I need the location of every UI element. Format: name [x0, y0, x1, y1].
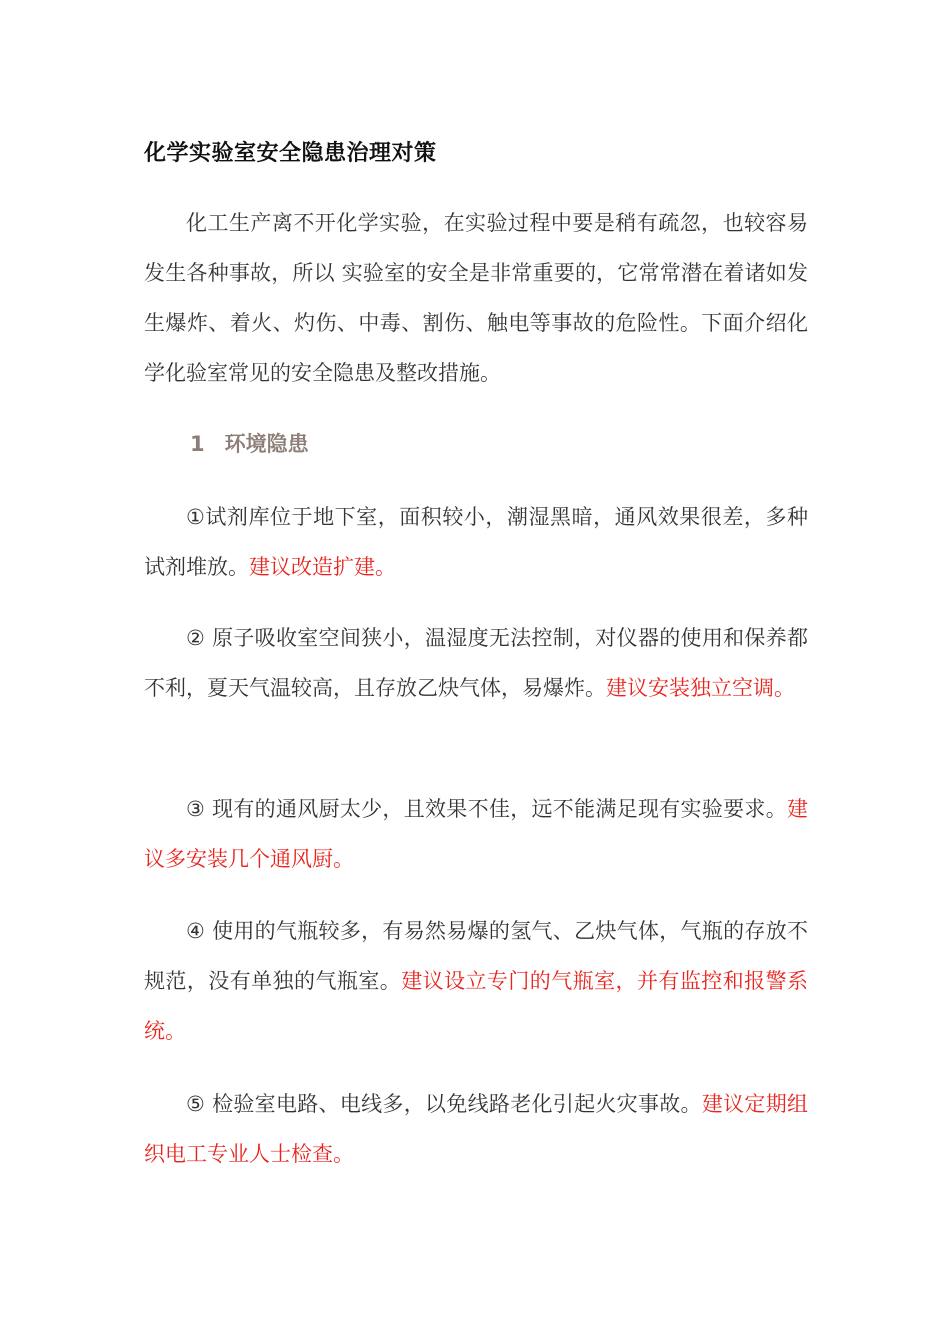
section-number: 1 [190, 432, 205, 456]
list-item [144, 906, 808, 1056]
item-suggestion: 建议安装独立空调。 [606, 676, 795, 700]
list-item [144, 784, 808, 884]
item-text: ④ 使用的气瓶较多，有易然易爆的氢气、乙炔气体，气瓶的存放不规范，没有单独的气瓶室。 [144, 919, 808, 993]
list-item [144, 1079, 808, 1179]
item-suggestion: 建议多安装几个通风厨。 [144, 797, 808, 871]
section-heading [190, 428, 309, 458]
document-title: 化学实验室安全隐患治理对策 [144, 141, 437, 166]
item-suggestion: 建议设立专门的气瓶室，并有监控和报警系统。 [144, 969, 809, 1043]
item-text: ①试剂库位于地下室，面积较小，潮湿黑暗，通风效果很差，多种试剂堆放。 [144, 505, 808, 579]
section-title: 环境隐患 [224, 432, 309, 456]
item-text: ② 原子吸收室空间狭小，温湿度无法控制，对仪器的使用和保养都不利，夏天气温较高，且存放乙炔气体，易爆炸。 [144, 626, 808, 700]
item-text: ⑤ 检验室电路、电线多，以免线路老化引起火灾事故。 [186, 1092, 702, 1116]
item-suggestion: 建议定期组织电工专业人士检查。 [144, 1092, 809, 1166]
intro-paragraph: 化工生产离不开化学实验，在实验过程中要是稍有疏忽，也较容易发生各种事故，所以 实验室的安全是非常重要的，它常常潜在着诸如发生爆炸、着火、灼伤、中毒、割伤、触电等事故的危险性。下面介绍化学化验室常见的安全隐患及整改措施。 [144, 211, 808, 385]
item-text: ③ 现有的通风厨太少，且效果不佳，远不能满足现有实验要求。 [186, 797, 787, 821]
list-item [144, 492, 808, 592]
list-item [144, 613, 808, 713]
item-suggestion: 建议改造扩建。 [249, 555, 396, 579]
